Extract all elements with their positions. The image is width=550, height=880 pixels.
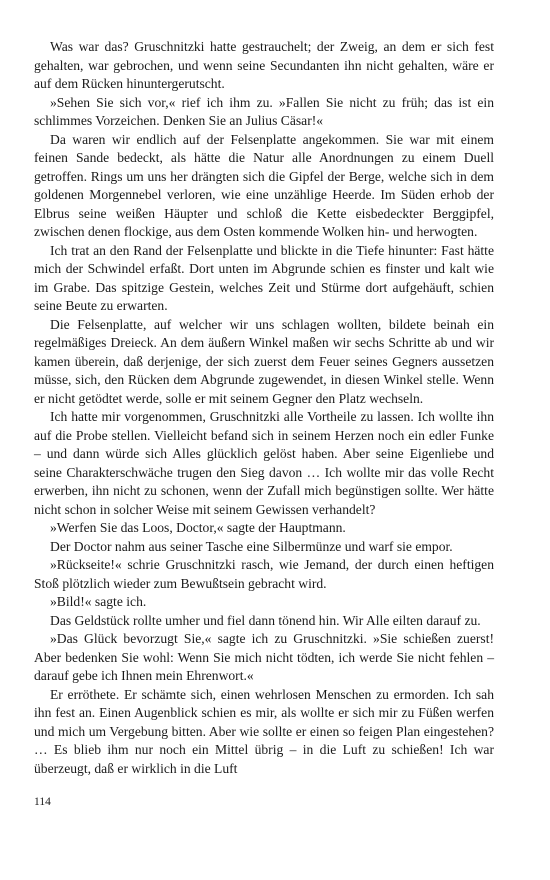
paragraph: »Bild!« sagte ich. bbox=[50, 594, 147, 609]
paragraph: Ich hatte mir vorgenommen, Gruschnitzki alle Vortheile zu lassen. Ich wollte ihn auf die Probe stellen. Vielleicht befand sich in seinem Herzen noch ein edler Funke – und dann würde sich Alles glücklich gelöst haben. Aber seine Eigenliebe und seine Charakterschwäche trugen den Sieg davon … Ich wollte mir das volle Recht erwerben, ihn nicht zu schonen, wenn der Zufall mich begünstigen sollte. Wer hätte nicht schon in solcher Weise mit seinem Gewissen verhandelt? bbox=[34, 409, 494, 517]
body-text bbox=[34, 38, 494, 778]
paragraph: »Werfen Sie das Loos, Doctor,« sagte der Hauptmann. bbox=[50, 520, 346, 535]
paragraph: »Das Glück bevorzugt Sie,« sagte ich zu Gruschnitzki. »Sie schießen zuerst! Aber bedenken Sie wohl: Wenn Sie mich nicht tödten, ich werde Sie nicht fehlen – darauf gebe ich Ihnen mein Ehrenwort.« bbox=[34, 631, 494, 683]
paragraph: »Sehen Sie sich vor,« rief ich ihm zu. »Fallen Sie nicht zu früh; das ist ein schlimmes Vorzeichen. Denken Sie an Julius Cäsar!« bbox=[34, 94, 494, 128]
paragraph: Das Geldstück rollte umher und fiel dann tönend hin. Wir Alle eilten darauf zu. bbox=[50, 612, 481, 628]
paragraph: Da waren wir endlich auf der Felsenplatte angekommen. Sie war mit einem feinen Sande bedeckt, als hätte die Natur alle Anordnungen zu einem Duell getroffen. Rings um uns her drängten sich die Gipfel der Berge, welche sich in dem goldenen Morgennebel verloren, wie eine unzählige Heerde. Im Süden erhob der Elbrus seine weißen Häupter und schloß die Kette eisbedeckter Berggipfel, zwischen denen flockige, aus dem Osten kommende Wolken hin- und herwogten. bbox=[34, 131, 494, 239]
paragraph: Ich trat an den Rand der Felsenplatte und blickte in die Tiefe hinunter: Fast hätte mich der Schwindel erfaßt. Dort unten im Abgrunde schien es finster und kalt wie im Grabe. Das spitzige Gestein, welches Zeit und Stürme dort aufgehäuft, schien seine Beute zu erwarten. bbox=[34, 242, 494, 313]
paragraph: Der Doctor nahm aus seiner Tasche eine Silbermünze und warf sie empor. bbox=[50, 538, 453, 554]
paragraph: »Rückseite!« schrie Gruschnitzki rasch, wie Jemand, der durch einen heftigen Stoß plötzlich wieder zum Bewußtsein gebracht wird. bbox=[34, 557, 494, 591]
paragraph: Was war das? Gruschnitzki hatte gestrauchelt; der Zweig, an dem er sich fest gehalten, war gebrochen, und wenn seine Secundanten ihn nicht gehalten, wäre er auf dem Rücken hinuntergerutscht. bbox=[34, 39, 494, 91]
paragraph: Er erröthete. Er schämte sich, einen wehrlosen Menschen zu ermorden. Ich sah ihn fest an. Einen Augenblick schien es mir, als wollte er sich mir zu Füßen werfen und mich um Vergebung bitten. Aber wie sollte er einen so feigen Plan eingestehen? … Es blieb ihm nur noch ein Mittel übrig – in die Luft zu schießen! Ich war überzeugt, daß er wirklich in die Luft bbox=[34, 686, 494, 776]
paragraph: Die Felsenplatte, auf welcher wir uns schlagen wollten, bildete beinah ein regelmäßiges Dreieck. An dem äußern Winkel maßen wir sechs Schritte ab und wir kamen überein, daß derjenige, der sich zuerst dem Feuer seines Gegners aussetzen müsse, sich, den Rücken dem Abgrunde zugewendet, in diesen Winkel stelle. Wenn er nicht getödtet werde, solle er mit seinem Gegner den Platz wechseln. bbox=[34, 316, 494, 406]
page-number: 114 bbox=[34, 796, 51, 808]
